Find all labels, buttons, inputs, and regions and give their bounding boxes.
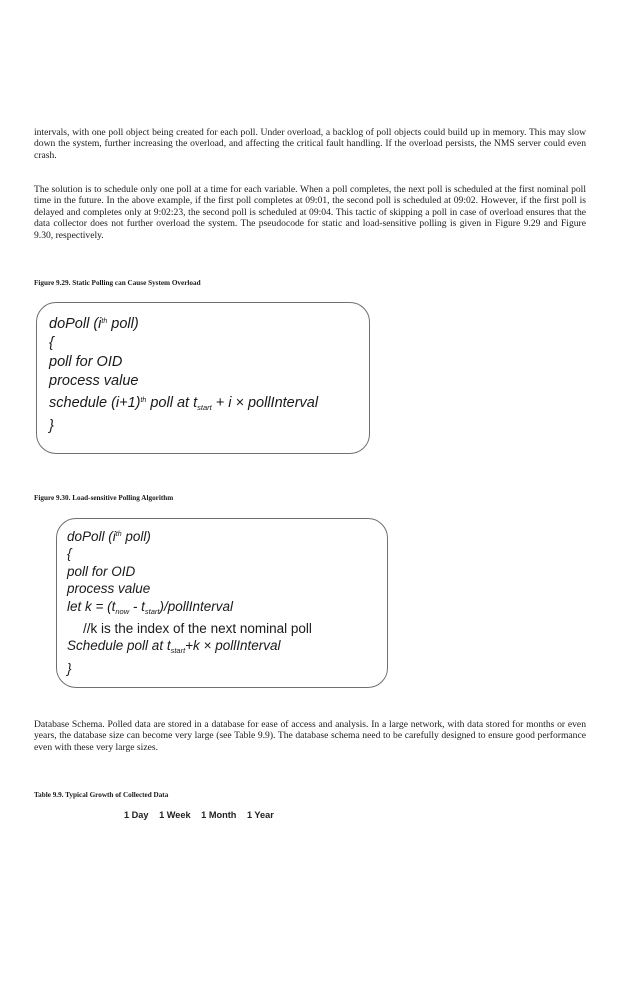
static-schedule-line: schedule $(i+1)^{th}$ poll at $t_{start} + i$ × pollInterval (49, 395, 319, 412)
paragraph-database-schema: Database Schema. Polled data are stored in a database for ease of access and analysis. In a large network, with data stored for months or even years, the database size can become very large (see Table 9.9). The database schema need to be carefully designed to ensure good performance even with these very large sizes. (34, 719, 586, 753)
load-process-line: process value (67, 581, 151, 597)
figure-9-30-code (67, 526, 312, 677)
static-open-brace: { (49, 335, 54, 351)
paragraph-solution: The solution is to schedule only one poll at a time for each variable. When a poll completes, the next poll is scheduled at the first nominal poll time in the future. In the above example, if the first poll completes at 09:01, the second poll is scheduled at 09:02. However, if the first poll is delayed and completes only at 9:02:23, the second poll is scheduled at 09:04. This tactic of skipping a poll in case of overload ensures that the data collector does not further overload the system. The pseudocode for static and load-sensitive polling is given in Figure 9.29 and Figure 9.30, respectively. (34, 184, 586, 241)
figure-9-30-caption: Figure 9.30. Load-sensitive Polling Algorithm (34, 494, 174, 502)
figure-9-29-code (49, 312, 318, 436)
table-9-9-header-row (124, 810, 282, 820)
static-poll-line: poll for OID (49, 354, 123, 370)
paragraph-intro: intervals, with one poll object being created for each poll. Under overload, a backlog of poll objects could build up in memory. This may slow down the system, further increasing the overload, and affecting the critical fault handling. If the overload persists, the NMS server could even crash. (34, 127, 586, 161)
static-fn-signature: doPoll ($i^{th}$ poll) (49, 316, 139, 332)
table-col-1-week: 1 Week (159, 810, 191, 820)
load-close-brace: } (67, 660, 72, 676)
static-close-brace: } (49, 418, 54, 434)
figure-9-29-caption: Figure 9.29. Static Polling can Cause System Overload (34, 279, 201, 287)
load-schedule-line: Schedule poll at $t_{start}+k$ × pollInterval (67, 638, 281, 656)
load-open-brace: { (67, 546, 72, 562)
table-9-9-caption: Table 9.9. Typical Growth of Collected Data (34, 791, 169, 799)
load-fn-signature: doPoll ($i^{th}$ poll) (67, 529, 151, 544)
load-comment-line: //k is the index of the next nominal poll (83, 621, 312, 637)
static-process-line: process value (49, 373, 139, 389)
table-col-1-year: 1 Year (246, 810, 274, 820)
load-poll-line: poll for OID (67, 563, 136, 579)
table-col-1-month: 1 Month (201, 810, 237, 820)
load-let-k-line: let $k = (t_{now}$ - $t_{start}$)/pollInterval (67, 598, 234, 616)
table-col-1-day: 1 Day (124, 810, 149, 820)
